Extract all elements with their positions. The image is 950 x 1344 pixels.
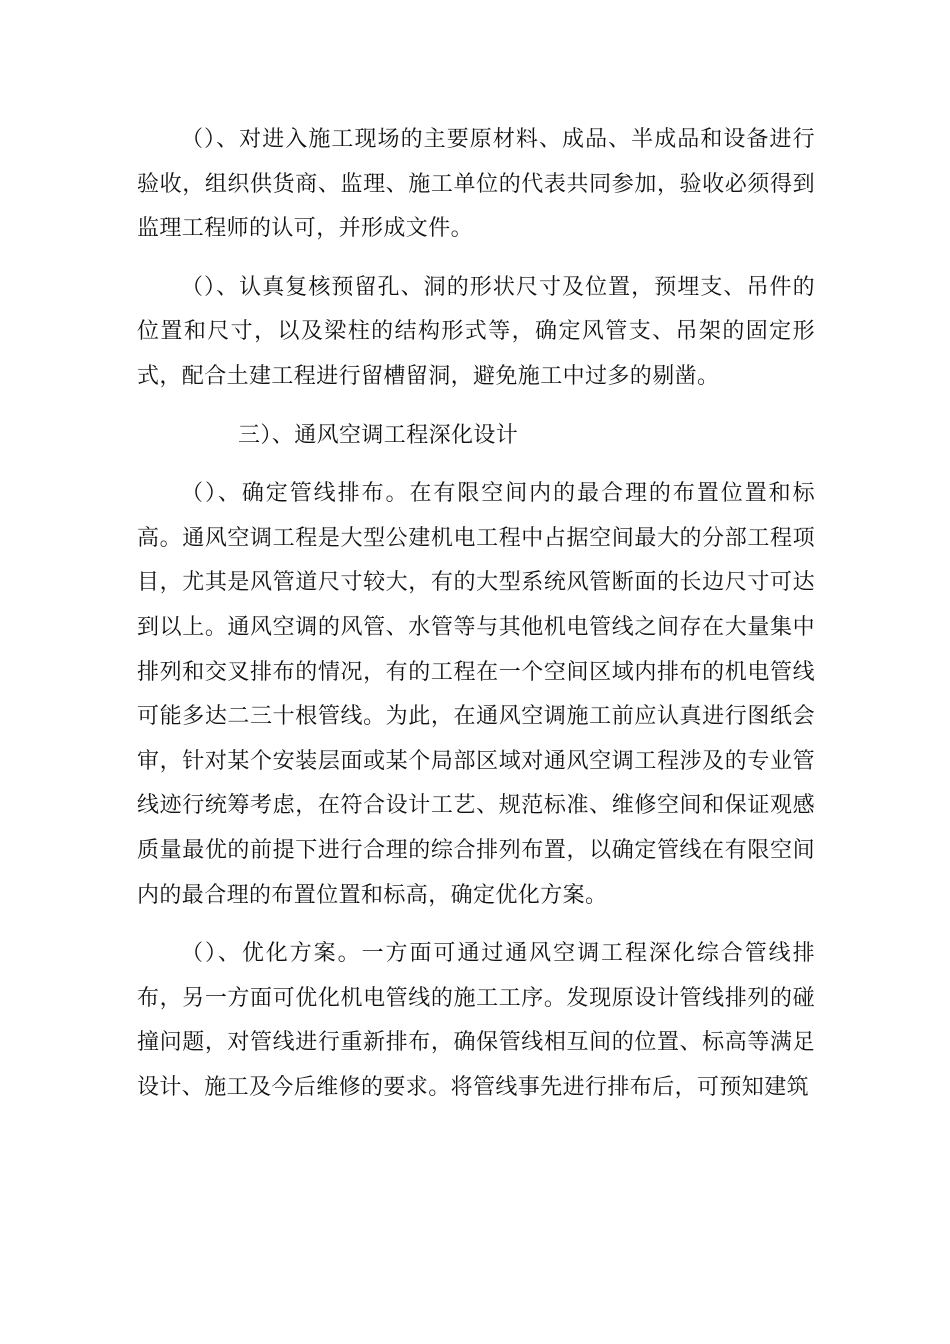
section-heading-hvac-deepening-design: 三）、通风空调工程深化设计 xyxy=(238,422,519,448)
paragraph-optimization-plan: （）、优化方案。一方面可通过通风空调工程深化综合管线排布，另一方面可优化机电管线的施工工序。发现原设计管线排列的碰撞问题，对管线进行重新排布，确保管线相互间的位置、标高等满足设计、施工及今后维修的要求。将管线事先进行排布后，可预知建筑 xyxy=(137,941,815,1100)
document-body xyxy=(137,118,815,1110)
paragraph-pipeline-layout: （）、确定管线排布。在有限空间内的最合理的布置位置和标高。通风空调工程是大型公建机电工程中占据空间最大的分部工程项目，尤其是风管道尺寸较大，有的大型系统风管断面的长边尺寸可达到以上。通风空调的风管、水管等与其他机电管线之间存在大量集中排列和交叉排布的情况，有的工程在一个空间区域内排布的机电管线可能多达二三十根管线。为此，在通风空调施工前应认真进行图纸会审，针对某个安装层面或某个局部区域对通风空调工程涉及的专业管线迹行统筹考虑，在符合设计工艺、规范标准、维修空间和保证观感质量最优的前提下进行合理的综合排列布置，以确定管线在有限空间内的最合理的布置位置和标高，确定优化方案。 xyxy=(137,481,815,908)
paragraph-material-inspection: （）、对进入施工现场的主要原材料、成品、半成品和设备进行验收，组织供货商、监理、施工单位的代表共同参加，验收必须得到监理工程师的认可，并形成文件。 xyxy=(137,127,815,242)
paragraph-reserved-holes: （）、认真复核预留孔、洞的形状尺寸及位置，预埋支、吊件的位置和尺寸，以及梁柱的结构形式等，确定风管支、吊架的固定形式，配合土建工程进行留槽留洞，避免施工中过多的剔凿。 xyxy=(137,274,815,389)
